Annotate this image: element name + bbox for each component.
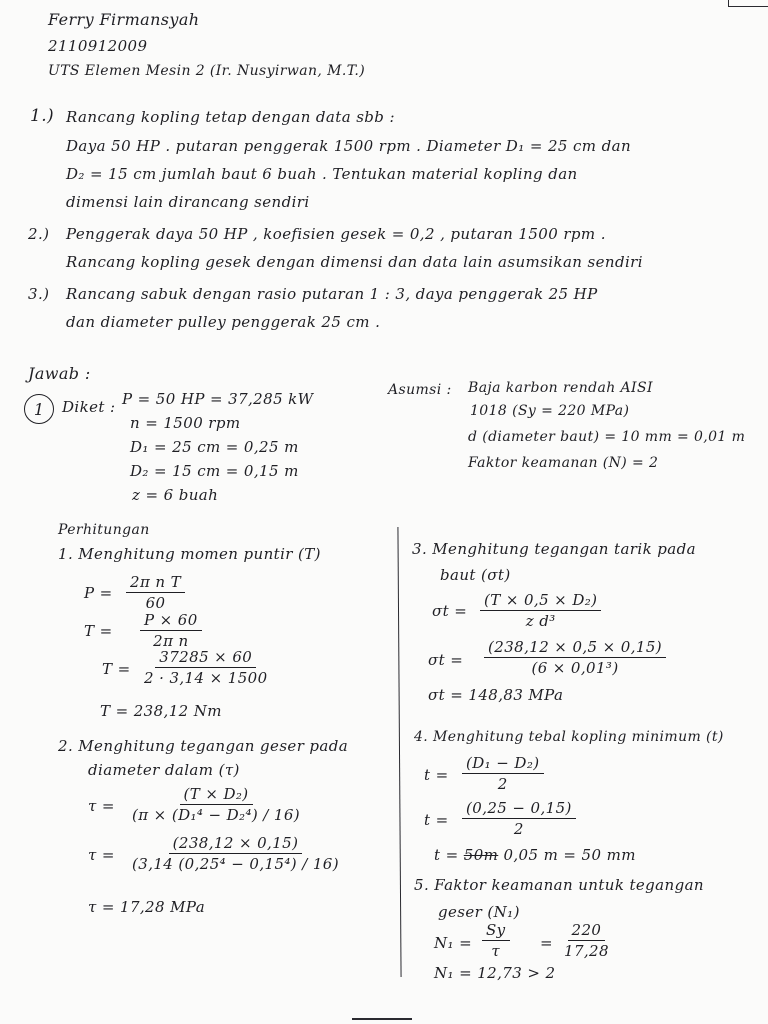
step-3-result: σt = 148,83 MPa bbox=[428, 686, 564, 704]
assumption-item: Baja karbon rendah AISI bbox=[468, 380, 653, 396]
question-1-line: D₂ = 15 cm jumlah baut 6 buah . Tentukan material kopling dan bbox=[66, 165, 578, 183]
given-label: Diket : bbox=[62, 398, 116, 416]
calculation-heading: Perhitungan bbox=[58, 522, 150, 538]
equation-lhs: t = bbox=[424, 766, 449, 784]
page-corner-mark bbox=[728, 0, 768, 7]
step-4-title: 4. Menghitung tebal kopling minimum (t) bbox=[414, 729, 724, 745]
question-1-line: Daya 50 HP . putaran penggerak 1500 rpm . Diameter D₁ = 25 cm dan bbox=[66, 137, 632, 155]
step-5-title: 5. Faktor keamanan untuk tegangan bbox=[414, 876, 704, 894]
assumption-item: Faktor keamanan (N) = 2 bbox=[468, 455, 659, 471]
question-2-line: Penggerak daya 50 HP , koefisien gesek = 0,2 , putaran 1500 rpm . bbox=[66, 225, 606, 243]
denominator: (6 × 0,01³) bbox=[531, 659, 619, 677]
equals-sign: = bbox=[540, 934, 553, 952]
given-item: P = 50 HP = 37,285 kW bbox=[122, 390, 314, 408]
step-1-title: 1. Menghitung momen puntir (T) bbox=[58, 545, 321, 563]
numerator: 37285 × 60 bbox=[155, 648, 256, 668]
given-item: D₁ = 25 cm = 0,25 m bbox=[130, 438, 299, 456]
result-lhs: t = bbox=[434, 846, 459, 864]
fraction bbox=[140, 648, 272, 687]
exam-title: UTS Elemen Mesin 2 (Ir. Nusyirwan, M.T.) bbox=[48, 63, 366, 79]
column-divider bbox=[397, 527, 401, 977]
student-name: Ferry Firmansyah bbox=[48, 10, 200, 29]
numerator: (T × D₂) bbox=[180, 785, 253, 805]
given-item: z = 6 buah bbox=[132, 486, 219, 504]
denominator: 17,28 bbox=[564, 942, 609, 960]
denominator: 2π n bbox=[153, 632, 189, 650]
question-3-line: Rancang sabuk dengan rasio putaran 1 : 3, daya penggerak 25 HP bbox=[66, 285, 598, 303]
numerator: 2π n T bbox=[126, 573, 185, 593]
fraction bbox=[126, 573, 185, 612]
step-2-result: τ = 17,28 MPa bbox=[88, 898, 206, 916]
denominator: τ bbox=[491, 942, 501, 960]
step-4-result bbox=[434, 846, 636, 864]
denominator: z d³ bbox=[525, 612, 556, 630]
step-1-result: T = 238,12 Nm bbox=[100, 702, 222, 720]
numerator: (D₁ − D₂) bbox=[462, 754, 544, 774]
question-2-line: Rancang kopling gesek dengan dimensi dan data lain asumsikan sendiri bbox=[66, 253, 643, 271]
equation-lhs: τ = bbox=[88, 797, 115, 815]
numerator: 220 bbox=[568, 921, 606, 941]
equation-lhs: σt = bbox=[428, 651, 464, 669]
denominator: (3,14 (0,25⁴ − 0,15⁴) / 16) bbox=[132, 855, 339, 873]
denominator: 60 bbox=[145, 594, 166, 612]
fraction bbox=[462, 754, 544, 793]
numerator: Sy bbox=[482, 921, 510, 941]
numerator: (T × 0,5 × D₂) bbox=[480, 591, 601, 611]
given-item: n = 1500 rpm bbox=[130, 414, 241, 432]
denominator: 2 bbox=[513, 820, 524, 838]
step-3-title: baut (σt) bbox=[440, 566, 511, 584]
equation-lhs: t = bbox=[424, 811, 449, 829]
equation-lhs: T = bbox=[102, 660, 131, 678]
answer-heading: Jawab : bbox=[28, 364, 91, 383]
equation-lhs: T = bbox=[84, 622, 113, 640]
crossed-out-text: 50m bbox=[463, 846, 499, 864]
equation-lhs: N₁ = bbox=[434, 934, 473, 952]
student-id: 2110912009 bbox=[48, 37, 148, 55]
given-item: D₂ = 15 cm = 0,15 m bbox=[130, 462, 299, 480]
equation-lhs: σt = bbox=[432, 602, 468, 620]
numerator: (0,25 − 0,15) bbox=[462, 799, 576, 819]
fraction bbox=[140, 611, 202, 650]
step-2-title: diameter dalam (τ) bbox=[88, 761, 240, 779]
step-5-result: N₁ = 12,73 > 2 bbox=[434, 964, 556, 982]
answer-number-circle: 1 bbox=[24, 394, 54, 424]
equation-lhs: P = bbox=[84, 584, 113, 602]
result-value: 0,05 m = 50 mm bbox=[503, 846, 636, 864]
fraction bbox=[560, 921, 613, 960]
fraction bbox=[462, 799, 576, 838]
numerator: P × 60 bbox=[140, 611, 202, 631]
step-3-title: 3. Menghitung tegangan tarik pada bbox=[412, 540, 696, 558]
fraction bbox=[484, 638, 666, 677]
fraction bbox=[482, 921, 510, 960]
step-2-title: 2. Menghitung tegangan geser pada bbox=[58, 737, 349, 755]
question-1-number: 1.) bbox=[30, 106, 55, 126]
question-2-number: 2.) bbox=[28, 225, 50, 243]
question-3-line: dan diameter pulley penggerak 25 cm . bbox=[66, 313, 381, 331]
fraction bbox=[480, 591, 601, 630]
fraction bbox=[128, 834, 343, 873]
denominator: 2 bbox=[497, 775, 508, 793]
assumption-label: Asumsi : bbox=[388, 382, 452, 398]
question-3-number: 3.) bbox=[28, 285, 50, 303]
step-5-title: geser (N₁) bbox=[438, 903, 520, 921]
assumption-item: 1018 (Sy = 220 MPa) bbox=[470, 403, 630, 419]
numerator: (238,12 × 0,5 × 0,15) bbox=[484, 638, 666, 658]
fraction bbox=[128, 785, 304, 824]
equation-lhs: τ = bbox=[88, 846, 115, 864]
numerator: (238,12 × 0,15) bbox=[169, 834, 303, 854]
page-bottom-mark bbox=[352, 1018, 412, 1020]
question-1-line: dimensi lain dirancang sendiri bbox=[66, 193, 310, 211]
denominator: (π × (D₁⁴ − D₂⁴) / 16) bbox=[132, 806, 301, 824]
assumption-item: d (diameter baut) = 10 mm = 0,01 m bbox=[468, 429, 746, 445]
question-1-line: Rancang kopling tetap dengan data sbb : bbox=[66, 108, 395, 126]
denominator: 2 · 3,14 × 1500 bbox=[144, 669, 268, 687]
